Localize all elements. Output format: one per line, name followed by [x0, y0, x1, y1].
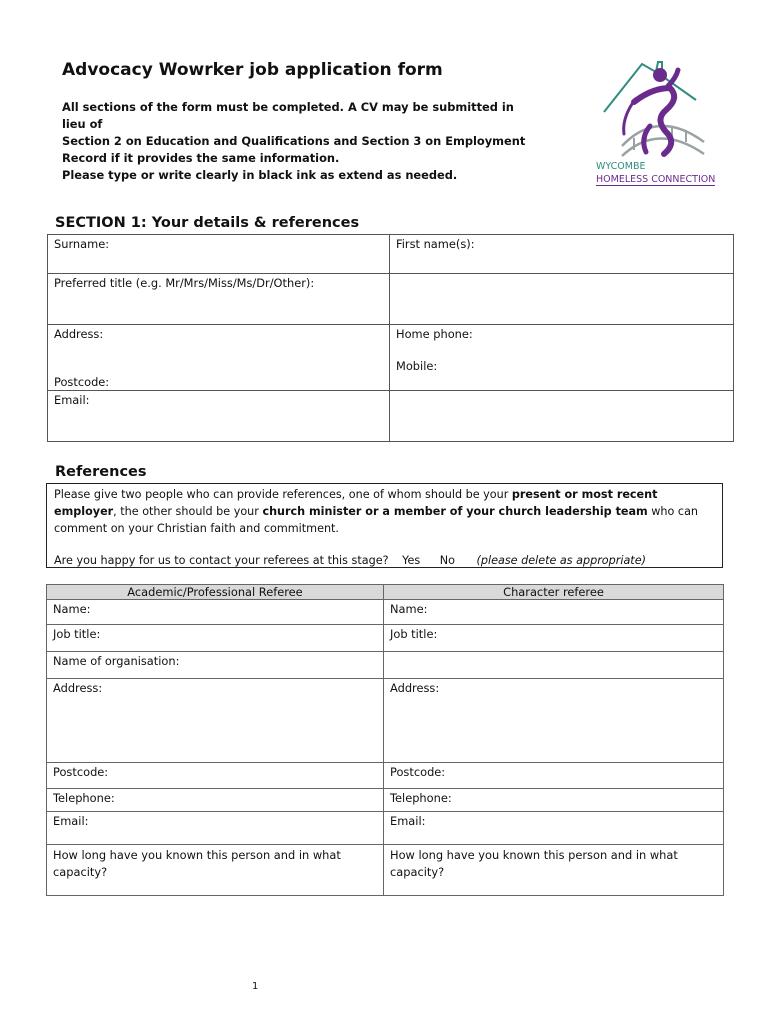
referee2-email-field[interactable] — [384, 812, 724, 845]
known-label: How long have you known this person and in what — [53, 848, 341, 862]
ref-text-bold: present or most recent — [511, 488, 658, 501]
organisation-label: Name of organisation: — [53, 654, 180, 668]
known-label: capacity? — [53, 865, 108, 879]
yes-option[interactable]: Yes — [402, 554, 421, 567]
logo-text-wycombe: WYCOMBE — [596, 161, 646, 172]
referee1-organisation-field[interactable] — [47, 652, 384, 679]
delete-note: (please delete as appropriate) — [476, 554, 646, 567]
logo-text-homeless: HOMELESS CONNECTION — [596, 174, 716, 185]
mobile-label: Mobile: — [396, 359, 438, 373]
contact-question: Are you happy for us to contact your referees at this stage? — [54, 554, 389, 567]
referee1-telephone-field[interactable] — [47, 789, 384, 812]
email-field[interactable] — [48, 391, 390, 442]
preferred-title-label-cell — [48, 274, 390, 325]
intro-text — [62, 99, 532, 184]
preferred-title-label: Preferred title (e.g. Mr/Mrs/Miss/Ms/Dr/Other): — [54, 276, 315, 290]
referee1-postcode-field[interactable] — [47, 763, 384, 789]
preferred-title-field[interactable] — [390, 274, 734, 325]
name-label: Name: — [390, 602, 428, 616]
ref-text: , the other should be your — [113, 505, 263, 518]
first-names-field[interactable] — [390, 235, 734, 274]
email-label: Email: — [53, 814, 89, 828]
known-label: How long have you known this person and in what — [390, 848, 678, 862]
ref-text-bold: church minister or a member of your church leadership team — [262, 505, 648, 518]
address-label: Address: — [53, 681, 103, 695]
referee2-telephone-field[interactable] — [384, 789, 724, 812]
ref-text: who can — [647, 505, 699, 518]
no-option[interactable]: No — [439, 554, 455, 567]
academic-referee-header: Academic/Professional Referee — [47, 585, 384, 600]
references-heading: References — [55, 464, 147, 480]
address-field[interactable] — [48, 325, 390, 391]
referee1-name-field[interactable] — [47, 600, 384, 625]
referee2-organisation-field[interactable] — [384, 652, 724, 679]
postcode-label: Postcode: — [54, 375, 110, 389]
page-number: 1 — [252, 981, 259, 992]
name-label: Name: — [53, 602, 91, 616]
email-label: Email: — [390, 814, 426, 828]
surname-field[interactable] — [48, 235, 390, 274]
job-title-label: Job title: — [53, 627, 101, 641]
referee2-name-field[interactable] — [384, 600, 724, 625]
referee1-known-field[interactable] — [47, 845, 384, 896]
referee2-address-field[interactable] — [384, 679, 724, 763]
first-names-label: First name(s): — [396, 237, 475, 251]
intro-line: All sections of the form must be completed. A CV may be submitted in lieu of — [62, 100, 514, 131]
ref-text: Please give two people who can provide references, one of whom should be your — [54, 488, 512, 501]
section1-heading: SECTION 1: Your details & references — [55, 215, 360, 231]
telephone-label: Telephone: — [53, 791, 115, 805]
referee2-job-title-field[interactable] — [384, 625, 724, 652]
phone-field[interactable] — [390, 325, 734, 391]
postcode-label: Postcode: — [390, 765, 446, 779]
email-right-cell[interactable] — [390, 391, 734, 442]
postcode-label: Postcode: — [53, 765, 109, 779]
email-label: Email: — [54, 393, 90, 407]
referee1-job-title-field[interactable] — [47, 625, 384, 652]
telephone-label: Telephone: — [390, 791, 452, 805]
personal-details-table — [47, 234, 734, 442]
known-label: capacity? — [390, 865, 445, 879]
referee-table — [46, 584, 724, 896]
home-phone-label: Home phone: — [396, 327, 473, 341]
intro-line: Please type or write clearly in black ink as extend as needed. — [62, 168, 458, 182]
page-title: Advocacy Wowrker job application form — [62, 60, 443, 80]
referee1-email-field[interactable] — [47, 812, 384, 845]
referee2-known-field[interactable] — [384, 845, 724, 896]
character-referee-header: Character referee — [384, 585, 724, 600]
intro-line: Record if it provides the same information. — [62, 151, 340, 165]
job-title-label: Job title: — [390, 627, 438, 641]
organisation-logo — [596, 58, 720, 192]
references-instructions — [46, 483, 723, 568]
address-label: Address: — [54, 327, 104, 341]
address-label: Address: — [390, 681, 440, 695]
intro-line: Section 2 on Education and Qualifications and Section 3 on Employment — [62, 134, 526, 148]
ref-text-bold: employer — [54, 505, 114, 518]
surname-label: Surname: — [54, 237, 110, 251]
referee2-postcode-field[interactable] — [384, 763, 724, 789]
ref-text: comment on your Christian faith and commitment. — [54, 522, 339, 535]
referee1-address-field[interactable] — [47, 679, 384, 763]
